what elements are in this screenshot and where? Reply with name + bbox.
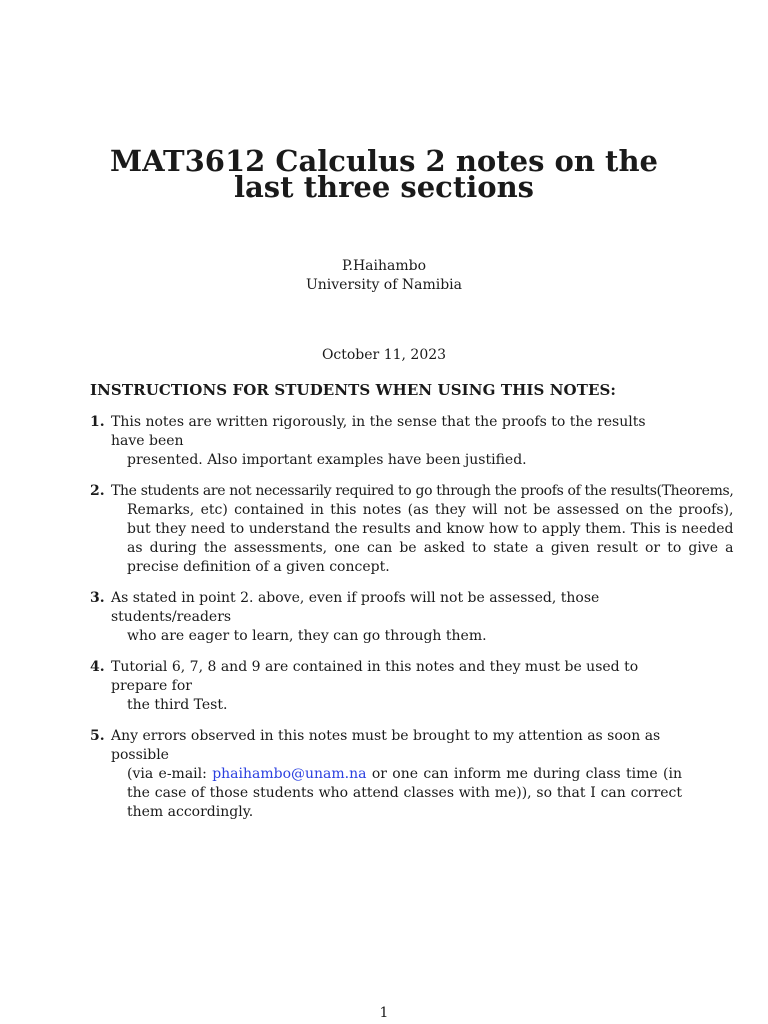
item-text xyxy=(111,482,733,577)
email-link[interactable]: phaihambo@unam.na xyxy=(212,766,367,782)
document-title xyxy=(0,144,768,204)
item-text xyxy=(111,589,682,646)
author-block xyxy=(0,257,768,295)
instructions-list xyxy=(90,413,734,834)
item-continuation-before-link: (via e-mail: xyxy=(127,766,213,782)
instructions-heading: INSTRUCTIONS FOR STUDENTS WHEN USING THIS NOTES: xyxy=(90,381,617,399)
author-name: P.Haihambo xyxy=(341,258,427,274)
author-affiliation: University of Namibia xyxy=(305,277,463,293)
item-number: 3. xyxy=(90,590,105,606)
item-number: 2. xyxy=(90,483,105,499)
list-item xyxy=(90,413,682,470)
item-continuation: presented. Also important examples have been justified. xyxy=(127,452,527,468)
item-continuation: the third Test. xyxy=(127,697,228,713)
item-continuation-after-link: or one can inform me during class time (in the case of those students who attend classes with me)), so that I can correct them accordingly. xyxy=(127,766,682,820)
title-line-1: MAT3612 Calculus 2 notes on the xyxy=(110,144,658,178)
item-number: 4. xyxy=(90,659,105,675)
list-item xyxy=(90,727,682,822)
item-first-line: This notes are written rigorously, in the sense that the proofs to the results have been xyxy=(111,414,646,449)
item-number: 5. xyxy=(90,728,105,744)
document-date: October 11, 2023 xyxy=(321,347,447,363)
item-continuation: who are eager to learn, they can go through them. xyxy=(127,628,487,644)
item-text xyxy=(111,413,682,470)
item-first-line: As stated in point 2. above, even if proofs will not be assessed, those students/readers xyxy=(111,590,600,625)
list-item xyxy=(90,658,682,715)
item-continuation: Remarks, etc) contained in this notes (as they will not be assessed on the proofs), but they need to understand the results and know how to apply them. This is needed as during the assessments, one can be asked to state a given result or to give a precise definition of a given concept. xyxy=(127,502,734,575)
item-first-line: Tutorial 6, 7, 8 and 9 are contained in this notes and they must be used to prepare for xyxy=(111,659,639,694)
item-continuation xyxy=(111,765,682,822)
list-item xyxy=(90,589,682,646)
item-text xyxy=(111,727,682,822)
page-number: 1 xyxy=(379,1005,389,1021)
item-first-line: Any errors observed in this notes must be brought to my attention as soon as possible xyxy=(111,728,661,763)
title-line-2: last three sections xyxy=(234,170,534,204)
list-item xyxy=(90,482,734,577)
item-number: 1. xyxy=(90,414,105,430)
item-first-line: The students are not necessarily required to go through the proofs of the results(Theorems, xyxy=(111,483,734,499)
item-text xyxy=(111,658,682,715)
